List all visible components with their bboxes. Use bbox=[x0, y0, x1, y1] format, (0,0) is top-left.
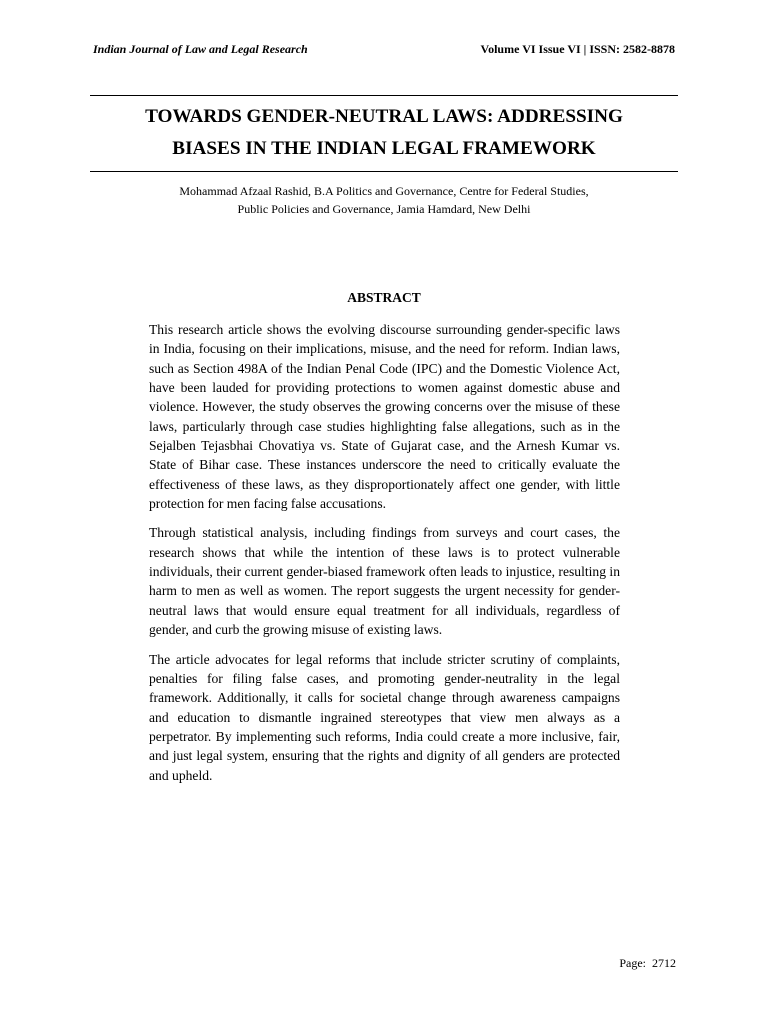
title-top-rule bbox=[90, 95, 678, 96]
paper-title bbox=[90, 101, 678, 165]
volume-issn: Volume VI Issue VI | ISSN: 2582-8878 bbox=[480, 42, 675, 56]
author-line-1: Mohammad Afzaal Rashid, B.A Politics and Governance, Centre for Federal Studies, bbox=[179, 184, 589, 198]
page-footer bbox=[619, 956, 676, 971]
author-affiliation bbox=[90, 182, 678, 218]
abstract-paragraph-1: This research article shows the evolving discourse surrounding gender-specific laws in India, focusing on their implications, misuse, and the need for reform. Indian laws, such as Section 498A of the Indian Penal Code (IPC) and the Domestic Violence Act, have been lauded for providing protections to women against domestic abuse and violence. However, the study observes the growing concerns over the misuse of these laws, particularly through case studies highlighting false allegations, such as in the Sejalben Tejasbhai Chovatiya vs. State of Gujarat case, and the Arnesh Kumar vs. State of Bihar case. These instances underscore the need to critically evaluate the effectiveness of these laws, as they disproportionately affect one gender, with little protection for men facing false accusations. bbox=[149, 322, 620, 512]
journal-name: Indian Journal of Law and Legal Research bbox=[93, 42, 308, 56]
page-number: 2712 bbox=[652, 956, 676, 970]
title-line-2: BIASES IN THE INDIAN LEGAL FRAMEWORK bbox=[172, 138, 596, 159]
abstract-heading: ABSTRACT bbox=[347, 290, 421, 305]
title-bottom-rule bbox=[90, 171, 678, 172]
author-line-2: Public Policies and Governance, Jamia Hamdard, New Delhi bbox=[237, 202, 531, 216]
abstract-body bbox=[149, 320, 620, 795]
abstract-paragraph-3: The article advocates for legal reforms that include stricter scrutiny of complaints, penalties for filing false cases, and promoting gender-neutrality in the legal framework. Additionally, it calls for societal change through awareness campaigns and education to dismantle ingrained stereotypes that view men always as a perpetrator. By implementing such reforms, India could create a more inclusive, fair, and just legal system, ensuring that the rights and dignity of all genders are protected and upheld. bbox=[149, 651, 620, 783]
page-label: Page: bbox=[619, 956, 646, 970]
title-line-1: TOWARDS GENDER-NEUTRAL LAWS: ADDRESSING bbox=[145, 106, 623, 127]
abstract-paragraph-2: Through statistical analysis, including findings from surveys and court cases, the research shows that while the intention of these laws is to protect vulnerable individuals, their current gender-biased framework often leads to injustice, resulting in harm to men as well as women. The report suggests the urgent necessity for gender-neutral laws that would ensure equal treatment for all individuals, regardless of gender, and curb the growing misuse of existing laws. bbox=[149, 525, 620, 638]
running-header bbox=[93, 42, 675, 57]
